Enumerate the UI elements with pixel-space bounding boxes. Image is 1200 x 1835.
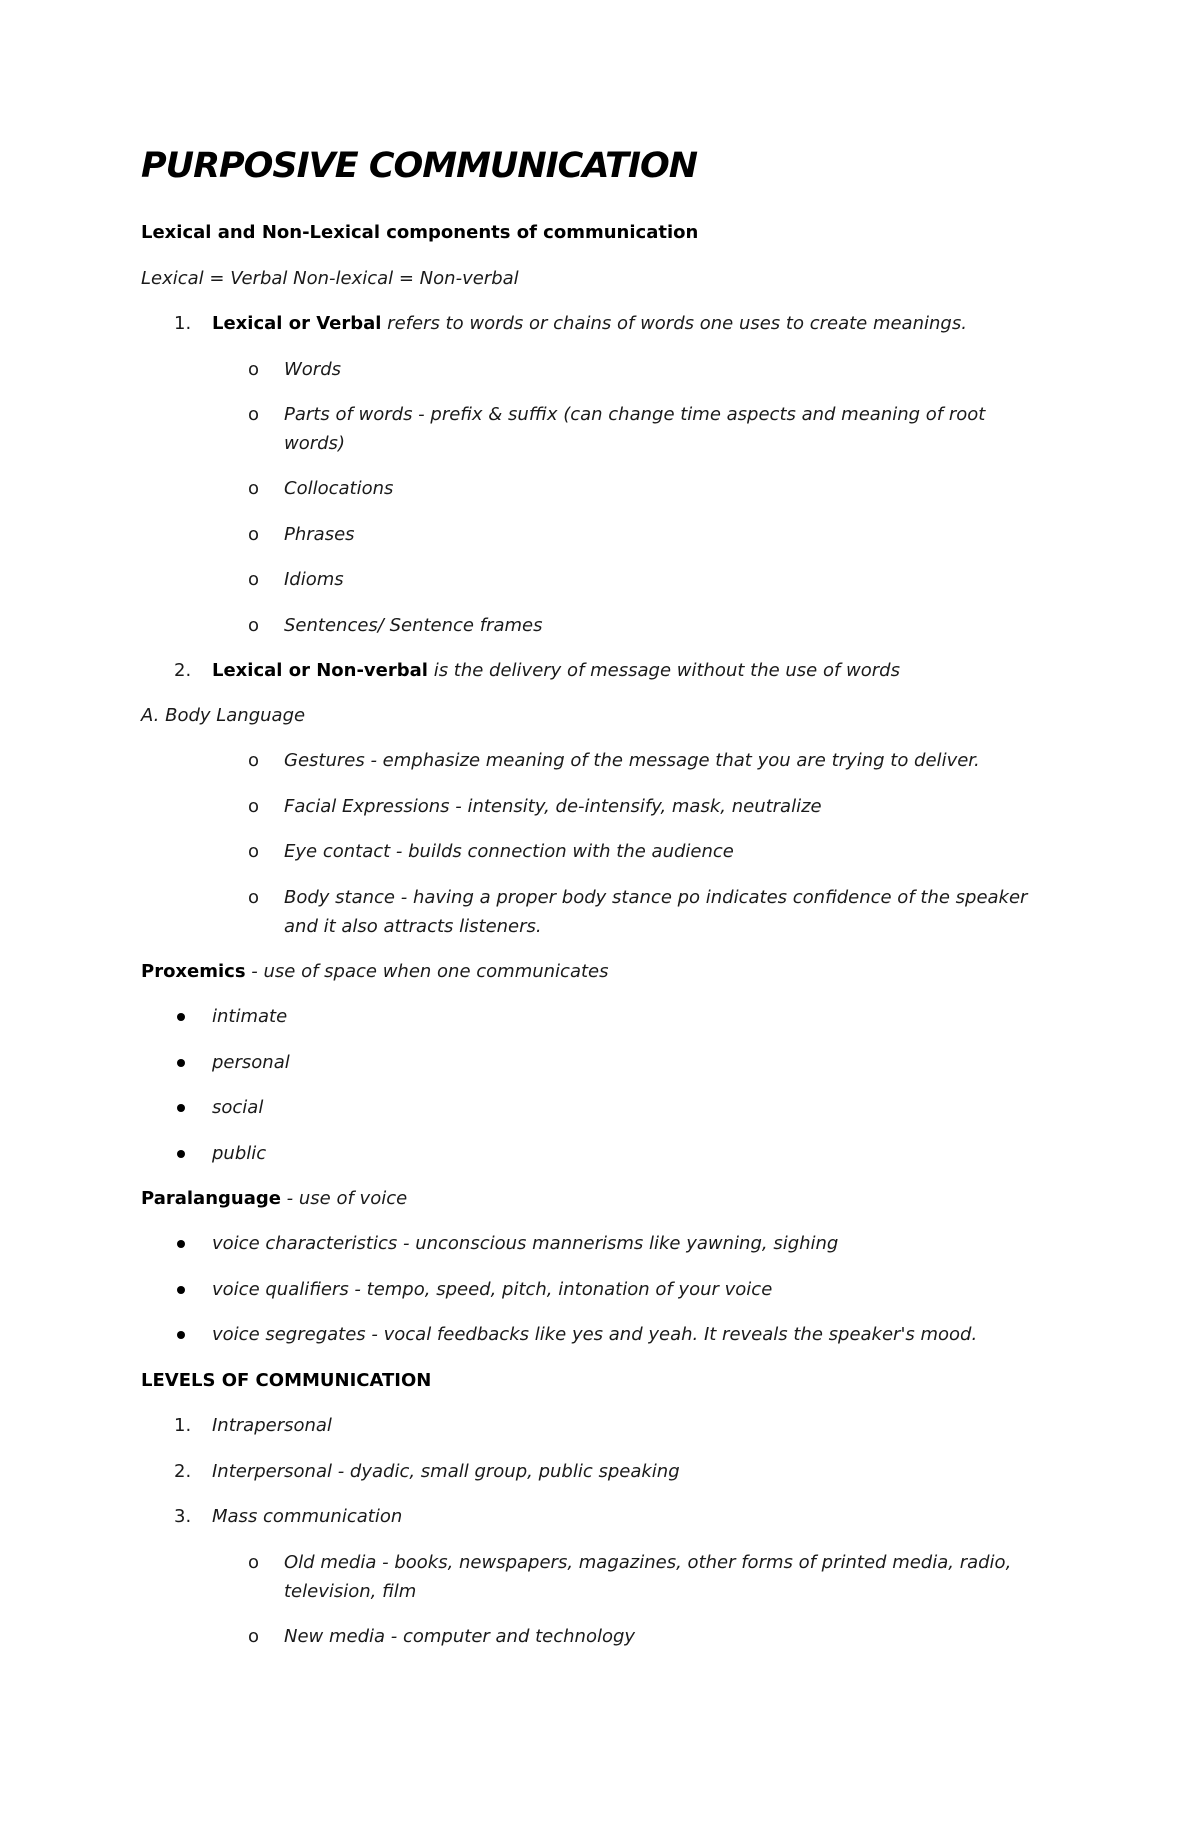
item-text: is the delivery of message without the use of words bbox=[427, 660, 900, 681]
list-number: 3. bbox=[174, 1506, 192, 1527]
item-text: - use of voice bbox=[280, 1188, 408, 1209]
bullet-dot-icon bbox=[177, 1286, 185, 1294]
bullet-item: social bbox=[212, 1097, 264, 1118]
bullet-dot-icon bbox=[177, 1104, 185, 1112]
list-item-nonverbal bbox=[212, 660, 900, 681]
circle-bullet-icon: o bbox=[248, 750, 260, 771]
sub-item: Parts of words - prefix & suffix (can change time aspects and meaning of root bbox=[284, 404, 986, 425]
bullet-item: voice qualifiers - tempo, speed, pitch, intonation of your voice bbox=[212, 1279, 773, 1300]
bullet-item: voice characteristics - unconscious mannerisms like yawning, sighing bbox=[212, 1233, 839, 1254]
sub-item: Words bbox=[284, 359, 342, 380]
sub-item: Collocations bbox=[284, 478, 394, 499]
bullet-dot-icon bbox=[177, 1331, 185, 1339]
bullet-dot-icon bbox=[177, 1013, 185, 1021]
sub-item: Facial Expressions - intensity, de-intensify, mask, neutralize bbox=[284, 796, 822, 817]
bullet-dot-icon bbox=[177, 1150, 185, 1158]
sub-item: Idioms bbox=[284, 569, 344, 590]
list-item: Mass communication bbox=[212, 1506, 403, 1527]
sub-item: Old media - books, newspapers, magazines, other forms of printed media, radio, bbox=[284, 1552, 1012, 1573]
term-paralanguage: Paralanguage bbox=[141, 1188, 281, 1209]
circle-bullet-icon: o bbox=[248, 887, 260, 908]
list-number: 2. bbox=[174, 660, 192, 681]
sub-item: Phrases bbox=[284, 524, 355, 545]
bullet-item: intimate bbox=[212, 1006, 288, 1027]
list-item-lexical-verbal bbox=[212, 313, 967, 334]
definitions-line: Lexical = Verbal Non-lexical = Non-verbal bbox=[141, 268, 519, 289]
circle-bullet-icon: o bbox=[248, 478, 260, 499]
term-proxemics: Proxemics bbox=[141, 961, 246, 982]
circle-bullet-icon: o bbox=[248, 404, 260, 425]
sub-item-continuation: television, film bbox=[284, 1581, 417, 1602]
paralanguage-line bbox=[141, 1188, 407, 1209]
sub-item-continuation: words) bbox=[284, 433, 345, 454]
section-heading-lexical: Lexical and Non-Lexical components of communication bbox=[141, 222, 699, 243]
sub-item-continuation: and it also attracts listeners. bbox=[284, 916, 542, 937]
sub-item: Eye contact - builds connection with the audience bbox=[284, 841, 734, 862]
item-text: - use of space when one communicates bbox=[245, 961, 609, 982]
page-title: PURPOSIVE COMMUNICATION bbox=[141, 146, 698, 186]
sub-item: Gestures - emphasize meaning of the message that you are trying to deliver. bbox=[284, 750, 980, 771]
bullet-dot-icon bbox=[177, 1240, 185, 1248]
circle-bullet-icon: o bbox=[248, 359, 260, 380]
circle-bullet-icon: o bbox=[248, 841, 260, 862]
list-number: 1. bbox=[174, 313, 192, 334]
bullet-item: public bbox=[212, 1143, 267, 1164]
bullet-item: personal bbox=[212, 1052, 290, 1073]
term-lexical-verbal: Lexical or Verbal bbox=[212, 313, 382, 334]
sub-item: Sentences/ Sentence frames bbox=[284, 615, 543, 636]
bullet-item: voice segregates - vocal feedbacks like yes and yeah. It reveals the speaker's mood. bbox=[212, 1324, 978, 1345]
list-item: Intrapersonal bbox=[212, 1415, 332, 1436]
circle-bullet-icon: o bbox=[248, 1626, 260, 1647]
circle-bullet-icon: o bbox=[248, 524, 260, 545]
sub-item: New media - computer and technology bbox=[284, 1626, 636, 1647]
section-heading-levels: LEVELS OF COMMUNICATION bbox=[141, 1370, 432, 1391]
subheading-body-language: A. Body Language bbox=[141, 705, 306, 726]
term-nonverbal: Lexical or Non-verbal bbox=[212, 660, 428, 681]
proxemics-line bbox=[141, 961, 608, 982]
bullet-dot-icon bbox=[177, 1059, 185, 1067]
circle-bullet-icon: o bbox=[248, 1552, 260, 1573]
circle-bullet-icon: o bbox=[248, 569, 260, 590]
circle-bullet-icon: o bbox=[248, 796, 260, 817]
sub-item: Body stance - having a proper body stance po indicates confidence of the speaker bbox=[284, 887, 1028, 908]
list-number: 1. bbox=[174, 1415, 192, 1436]
item-text: refers to words or chains of words one uses to create meanings. bbox=[381, 313, 967, 334]
list-number: 2. bbox=[174, 1461, 192, 1482]
list-item: Interpersonal - dyadic, small group, public speaking bbox=[212, 1461, 680, 1482]
circle-bullet-icon: o bbox=[248, 615, 260, 636]
